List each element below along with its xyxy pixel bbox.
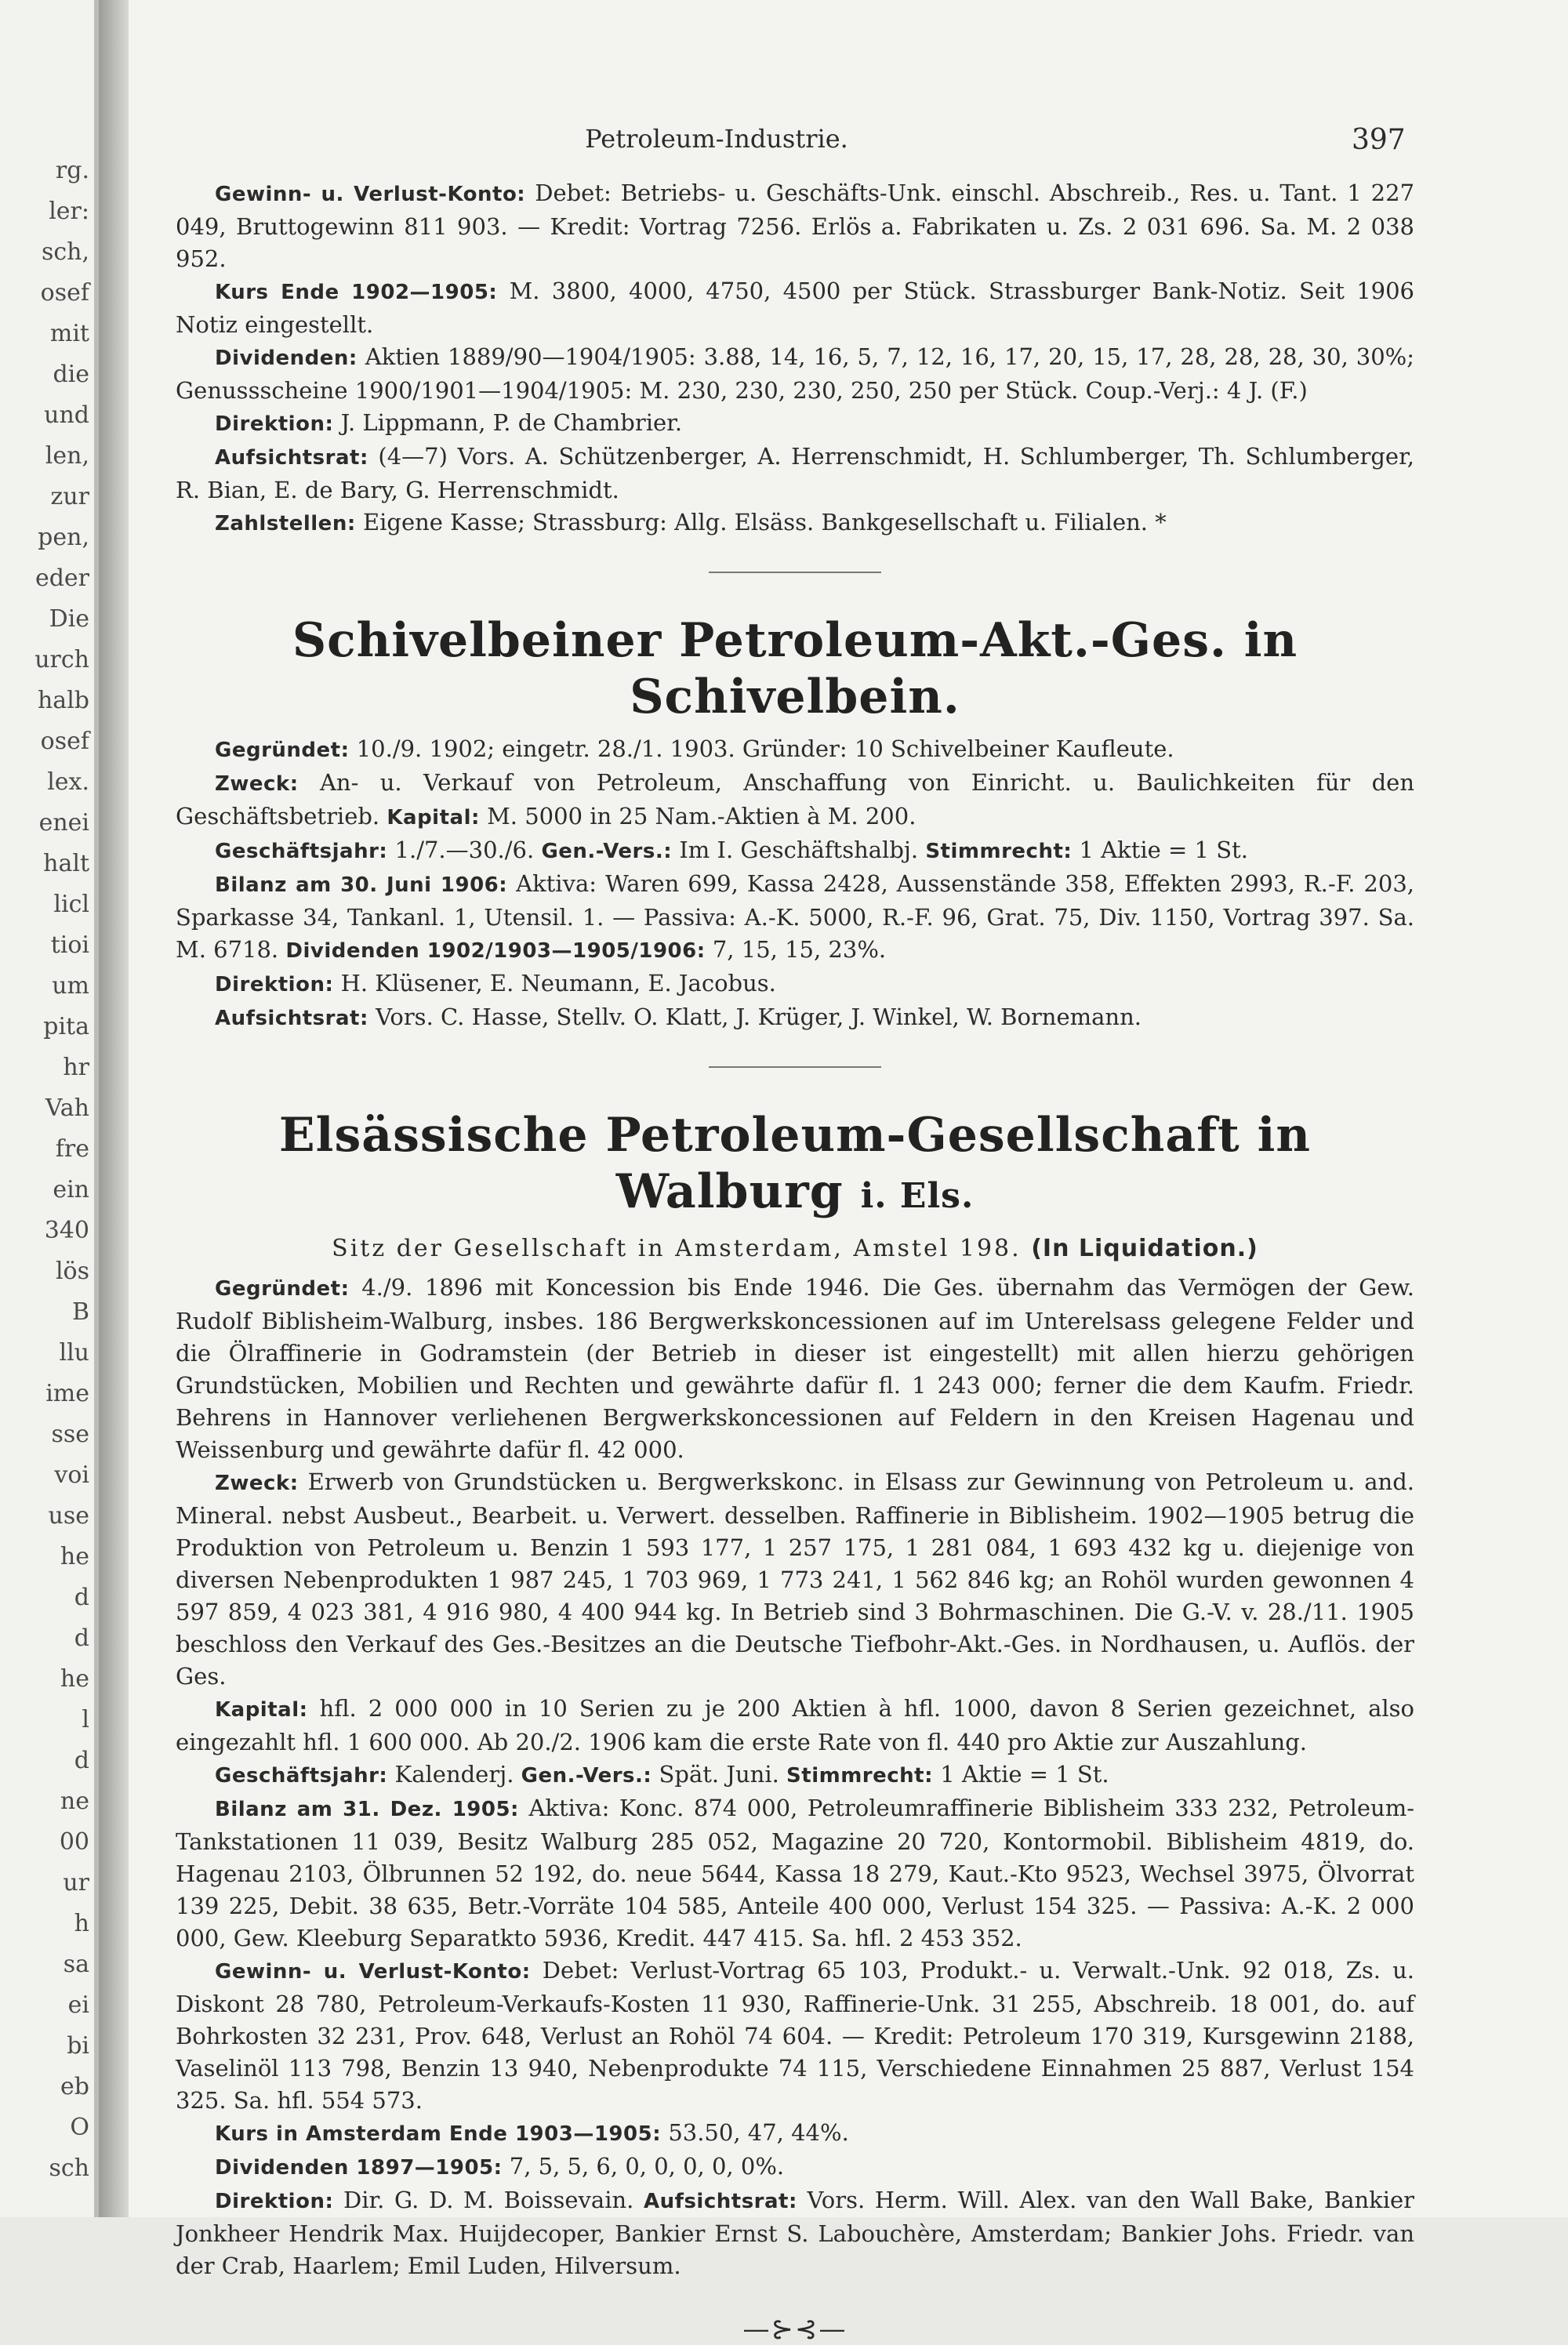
margin-fragment: llu xyxy=(59,1339,89,1367)
margin-fragment: ne xyxy=(60,1788,89,1815)
entry-key: Dividenden: xyxy=(215,347,358,370)
entry-text: Aktien 1889/90—1904/1905: 3.88, 14, 16, 5, 7, 12, 16, 17, 20, 15, 17, 28, 28, 28, 30, 30%; Genussscheine 1900/1901—1904/1905: M. 230, 230, 230, 250, 250 per Stück. Coup.-Verj.: 4 J. (F.) xyxy=(176,343,1415,404)
margin-fragment: use xyxy=(48,1502,89,1530)
margin-fragment: die xyxy=(53,361,89,388)
entry-text: 7, 5, 5, 6, 0, 0, 0, 0, 0%. xyxy=(509,2153,785,2180)
entry-key: Zweck: xyxy=(215,1472,299,1495)
margin-fragment: he xyxy=(60,1543,89,1570)
margin-fragment: lex. xyxy=(47,768,89,796)
entry-text: An- u. Verkauf von Petroleum, Anschaffung von Einricht. u. Baulichkeiten für den Geschäftsbetrieb. xyxy=(176,769,1415,829)
entry-key: Kurs in Amsterdam Ende 1903—1905: xyxy=(215,2122,662,2146)
margin-fragment: pita xyxy=(43,1013,89,1040)
margin-fragment: enei xyxy=(38,809,89,837)
margin-fragment: 340 xyxy=(44,1217,89,1244)
entry-key: Dividenden 1902/1903—1905/1906: xyxy=(285,939,706,963)
entry-key: Geschäftsjahr: xyxy=(215,840,388,863)
margin-fragment: sch xyxy=(49,2154,89,2182)
margin-fragment: eb xyxy=(60,2073,89,2100)
end-ornament: —⊱⊰— xyxy=(742,2314,848,2345)
geschaeftsjahr-entry xyxy=(176,834,1414,868)
gewinn-verlust-konto xyxy=(176,177,1414,275)
geschaeftsjahr-entry xyxy=(176,1759,1414,1792)
company-title-suffix: i. Els. xyxy=(860,1176,975,1216)
entry-text: Dir. G. D. M. Boissevain. xyxy=(343,2187,634,2213)
entry-key: Bilanz am 30. Juni 1906: xyxy=(215,873,508,897)
margin-fragment: sa xyxy=(63,1951,89,1978)
entry-key: Zweck: xyxy=(215,772,299,796)
entry-key: Gegründet: xyxy=(215,739,350,762)
kapital-entry xyxy=(176,1693,1414,1759)
margin-fragment: O xyxy=(70,2114,89,2141)
margin-fragment: bi xyxy=(67,2032,89,2060)
margin-fragment: sch, xyxy=(41,238,89,266)
bilanz-entry xyxy=(176,868,1414,967)
bilanz-entry xyxy=(176,1792,1414,1955)
entry-text: 10./9. 1902; eingetr. 28./1. 1903. Gründer: 10 Schivelbeiner Kaufleute. xyxy=(356,735,1174,762)
seat-text: Sitz der Gesellschaft in Amsterdam, Amstel 198. xyxy=(332,1235,1022,1262)
margin-fragment: zur xyxy=(50,483,89,510)
direktion-entry xyxy=(176,967,1414,1001)
dividenden-entry xyxy=(176,341,1414,407)
entry-text: M. 5000 in 25 Nam.-Aktien à M. 200. xyxy=(487,803,916,829)
zweck-entry xyxy=(176,1466,1414,1693)
margin-fragment: ler: xyxy=(49,198,89,225)
entry-text: 1./7.—30./6. xyxy=(394,837,535,863)
entry-key: Kapital: xyxy=(215,1698,308,1722)
page-body xyxy=(176,177,1414,2345)
entry-text: 53.50, 47, 44%. xyxy=(668,2119,849,2146)
margin-fragment: pen, xyxy=(38,524,89,551)
margin-fragment: d xyxy=(74,1624,89,1652)
margin-fragment: mit xyxy=(49,320,89,347)
entry-text: 1 Aktie = 1 St. xyxy=(1079,837,1248,863)
entry-key: Stimmrecht: xyxy=(786,1764,934,1788)
margin-fragment: Vah xyxy=(45,1094,89,1122)
entry-text: (4—7) Vors. A. Schützenberger, A. Herrenschmidt, H. Schlumberger, Th. Schlumberger, R. Bian, E. de Bary, G. Herrenschmidt. xyxy=(176,443,1414,503)
gegruendet-entry xyxy=(176,733,1414,767)
running-header xyxy=(129,124,1568,163)
entry-text: hfl. 2 000 000 in 10 Serien zu je 200 Aktien à hfl. 1000, davon 8 Serien gezeichnet, also eingezahlt hfl. 1 600 000. Ab 20./2. 1906 kam die erste Rate von fl. 440 pro Aktie zur Auszahlung. xyxy=(176,1695,1414,1755)
entry-key: Gen.-Vers.: xyxy=(541,840,673,863)
kurs-entry xyxy=(176,2117,1414,2151)
entry-text: 4./9. 1896 mit Koncession bis Ende 1946. Die Ges. übernahm das Vermögen der Gew. Rudolf Biblisheim-Walburg, insbes. 186 Bergwerkskoncessionen auf im Unterelsass gelegene Felder und die Ölraffinerie in Godramstein (der Betrieb in dieser ist eingestellt) mit allen hierzu gehörigen Grundstücken, Mobilien und Rechten und gewährte dafür fl. 1 243 000; ferner die dem Kaufm. Friedr. Behrens in Hannover verliehenen Bergwerkskoncessionen auf Feldern in den Kreisen Hagenau und Weissenburg und gewährte dafür fl. 42 000. xyxy=(176,1274,1414,1463)
entry-text: 7, 15, 15, 23%. xyxy=(712,936,887,963)
margin-fragment: ein xyxy=(53,1176,89,1203)
margin-fragment: len, xyxy=(45,442,89,470)
gewinn-verlust-konto xyxy=(176,1955,1414,2117)
aufsichtsrat-entry xyxy=(176,441,1414,506)
company-title-main: Elsässische Petroleum-Gesellschaft in Walburg xyxy=(278,1108,1312,1219)
book-gutter xyxy=(99,0,129,2217)
entry-text: Debet: Verlust-Vortrag 65 103, Produkt.- u. Verwalt.-Unk. 92 018, Zs. u. Diskont 28 780, Petroleum-Verkaufs-Kosten 11 930, Raffinerie-Unk. 31 255, Abschreib. 18 001, do. auf Bohrkosten 32 231, Prov. 648, Verlust an Rohöl 74 604. — Kredit: Petroleum 170 319, Kursgewinn 2188, Vaselinöl 113 798, Benzin 13 940, Nebenprodukte 74 115, Verschiedene Einnahmen 25 887, Verlust 154 325. Sa. hfl. 554 573. xyxy=(176,1957,1415,2114)
entry-key: Stimmrecht: xyxy=(925,840,1073,863)
margin-fragment: halt xyxy=(43,850,89,877)
entry-key: Dividenden 1897—1905: xyxy=(215,2156,503,2180)
entry-key: Direktion: xyxy=(215,973,334,996)
entry-key: Geschäftsjahr: xyxy=(215,1764,388,1788)
entry-text: Aktiva: Waren 699, Kassa 2428, Aussenstände 358, Effekten 2993, R.-F. 203, Sparkasse 34, Tankanl. 1, Utensil. 1. — Passiva: A.-K. 5000, R.-F. 96, Grat. 75, Div. 1150, Vortrag 397. Sa. M. 6718. xyxy=(176,870,1414,963)
margin-fragment: osef xyxy=(40,279,89,307)
margin-fragment: licl xyxy=(53,891,89,918)
entry-key: Aufsichtsrat: xyxy=(215,1007,368,1030)
entry-text: M. 3800, 4000, 4750, 4500 per Stück. Strassburger Bank-Notiz. Seit 1906 Notiz eingestellt. xyxy=(176,278,1414,338)
entry-key: Gen.-Vers.: xyxy=(521,1764,652,1788)
margin-fragment: hr xyxy=(63,1054,89,1081)
entry-text: Debet: Betriebs- u. Geschäfts-Unk. einschl. Abschreib., Res. u. Tant. 1 227 049, Bruttogewinn 811 903. — Kredit: Vortrag 7256. Erlös a. Fabrikaten u. Zs. 2 031 696. Sa. M. 2 038 952. xyxy=(176,180,1415,272)
margin-fragment: d xyxy=(74,1747,89,1774)
margin-fragment: Die xyxy=(49,605,89,633)
entry-text: Vors. C. Hasse, Stellv. O. Klatt, J. Krüger, J. Winkel, W. Bornemann. xyxy=(376,1004,1142,1030)
margin-fragment: ur xyxy=(63,1869,89,1897)
entry-key: Direktion: xyxy=(215,412,334,436)
zweck-entry xyxy=(176,767,1414,834)
entry-text: Erwerb von Grundstücken u. Bergwerkskonc. in Elsass zur Gewinnung von Petroleum u. and. Mineral. nebst Ausbeut., Bearbeit. u. Verwert. desselben. Raffinerie in Biblisheim. 1902—1905 betrug die Produktion von Petroleum u. Benzin 1 593 177, 1 257 175, 1 281 084, 1 693 432 kg u. diejenige von diversen Nebenprodukten 1 987 245, 1 703 969, 1 773 241, 1 562 846 kg; an Rohöl wurden gewonnen 4 597 859, 4 023 381, 4 916 980, 4 400 944 kg. In Betrieb sind 3 Bohrmaschinen. Die G.-V. v. 28./11. 1905 beschloss den Verkauf des Ges.-Besitzes an die Deutsche Tiefbohr-Akt.-Ges. in Nordhausen, u. Auflös. der Ges. xyxy=(176,1468,1414,1690)
entry-key: Kapital: xyxy=(387,806,480,829)
margin-fragment: 00 xyxy=(59,1828,89,1856)
entry-key: Zahlstellen: xyxy=(215,512,356,535)
document-page xyxy=(129,0,1568,2345)
margin-fragment: osef xyxy=(40,728,89,755)
entry-key: Aufsichtsrat: xyxy=(644,2190,797,2213)
margin-fragment: und xyxy=(44,401,89,429)
zahlstellen-entry xyxy=(176,506,1414,540)
company-title xyxy=(176,1107,1414,1225)
section-divider xyxy=(709,572,881,573)
entry-text: H. Klüsener, E. Neumann, E. Jacobus. xyxy=(340,970,776,996)
margin-fragment: tioi xyxy=(50,931,89,959)
margin-fragment: sse xyxy=(51,1421,89,1448)
margin-fragment: eder xyxy=(34,564,89,592)
liquidation-note: (In Liquidation.) xyxy=(1031,1235,1258,1262)
entry-key: Gegründet: xyxy=(215,1277,350,1301)
margin-fragment: d xyxy=(74,1584,89,1611)
entry-key: Gewinn- u. Verlust-Konto: xyxy=(215,183,526,206)
margin-fragment: ei xyxy=(67,1991,89,2019)
margin-fragment: voi xyxy=(54,1461,89,1489)
entry-text: Kalenderj. xyxy=(394,1761,514,1788)
entry-key: Aufsichtsrat: xyxy=(215,446,368,470)
direktion-entry xyxy=(176,2184,1414,2282)
margin-fragment: urch xyxy=(34,646,89,673)
entry-key: Gewinn- u. Verlust-Konto: xyxy=(215,1960,531,1984)
entry-key: Kurs Ende 1902—1905: xyxy=(215,281,498,304)
entry-text: Aktiva: Konc. 874 000, Petroleumraffinerie Biblisheim 333 232, Petroleum-Tankstationen 11 039, Besitz Walburg 285 052, Magazine 20 720, Kontormobil. Biblisheim 4819, do. Hagenau 2103, Ölbrunnen 52 192, do. neue 5644, Kassa 18 279, Kaut.-Kto 9523, Wechsel 3975, Ölvorrat 139 225, Debit. 38 635, Betr.-Vorräte 104 585, Anteile 400 000, Verlust 154 325. — Passiva: A.-K. 2 000 000, Gew. Kleeburg Separatkto 5936, Kredit. 447 415. Sa. hfl. 2 453 352. xyxy=(176,1795,1414,1951)
previous-page-edge xyxy=(0,0,99,2217)
page-number: 397 xyxy=(1352,124,1406,156)
kurs-entry xyxy=(176,275,1414,341)
dividenden-entry xyxy=(176,2151,1414,2184)
gegruendet-entry xyxy=(176,1272,1414,1466)
margin-fragment: he xyxy=(60,1665,89,1693)
entry-text: Im I. Geschäftshalbj. xyxy=(679,837,919,863)
margin-fragment: h xyxy=(74,1910,89,1937)
margin-fragment: rg. xyxy=(55,157,89,184)
margin-fragment: ime xyxy=(45,1380,89,1407)
direktion-entry xyxy=(176,407,1414,441)
company-title: Schivelbeiner Petroleum-Akt.-Ges. in Schivelbein. xyxy=(292,613,1298,724)
entry-key: Bilanz am 31. Dez. 1905: xyxy=(215,1798,519,1821)
entry-text: Vors. Herm. Will. Alex. van den Wall Bake, Bankier Jonkheer Hendrik Max. Huijdecoper, Bankier Ernst S. Labouchère, Amsterdam; Bankier Johs. Friedr. van der Crab, Haarlem; Emil Luden, Hilversum. xyxy=(176,2187,1415,2279)
margin-fragment: l xyxy=(82,1706,89,1733)
entry-text: Eigene Kasse; Strassburg: Allg. Elsäss. Bankgesellschaft u. Filialen. * xyxy=(362,509,1167,535)
section-divider xyxy=(709,1066,881,1068)
margin-fragment: B xyxy=(71,1298,89,1326)
company-seat xyxy=(176,1232,1414,1265)
margin-fragment: um xyxy=(52,972,89,1000)
entry-text: J. Lippmann, P. de Chambrier. xyxy=(340,409,683,436)
running-title: Petroleum-Industrie. xyxy=(585,124,848,154)
margin-fragment: fre xyxy=(55,1135,89,1163)
margin-fragment: lös xyxy=(55,1258,89,1285)
margin-fragment: halb xyxy=(37,687,89,714)
aufsichtsrat-entry xyxy=(176,1001,1414,1035)
entry-text: 1 Aktie = 1 St. xyxy=(940,1761,1109,1788)
entry-key: Direktion: xyxy=(215,2190,334,2213)
entry-text: Spät. Juni. xyxy=(659,1761,779,1788)
